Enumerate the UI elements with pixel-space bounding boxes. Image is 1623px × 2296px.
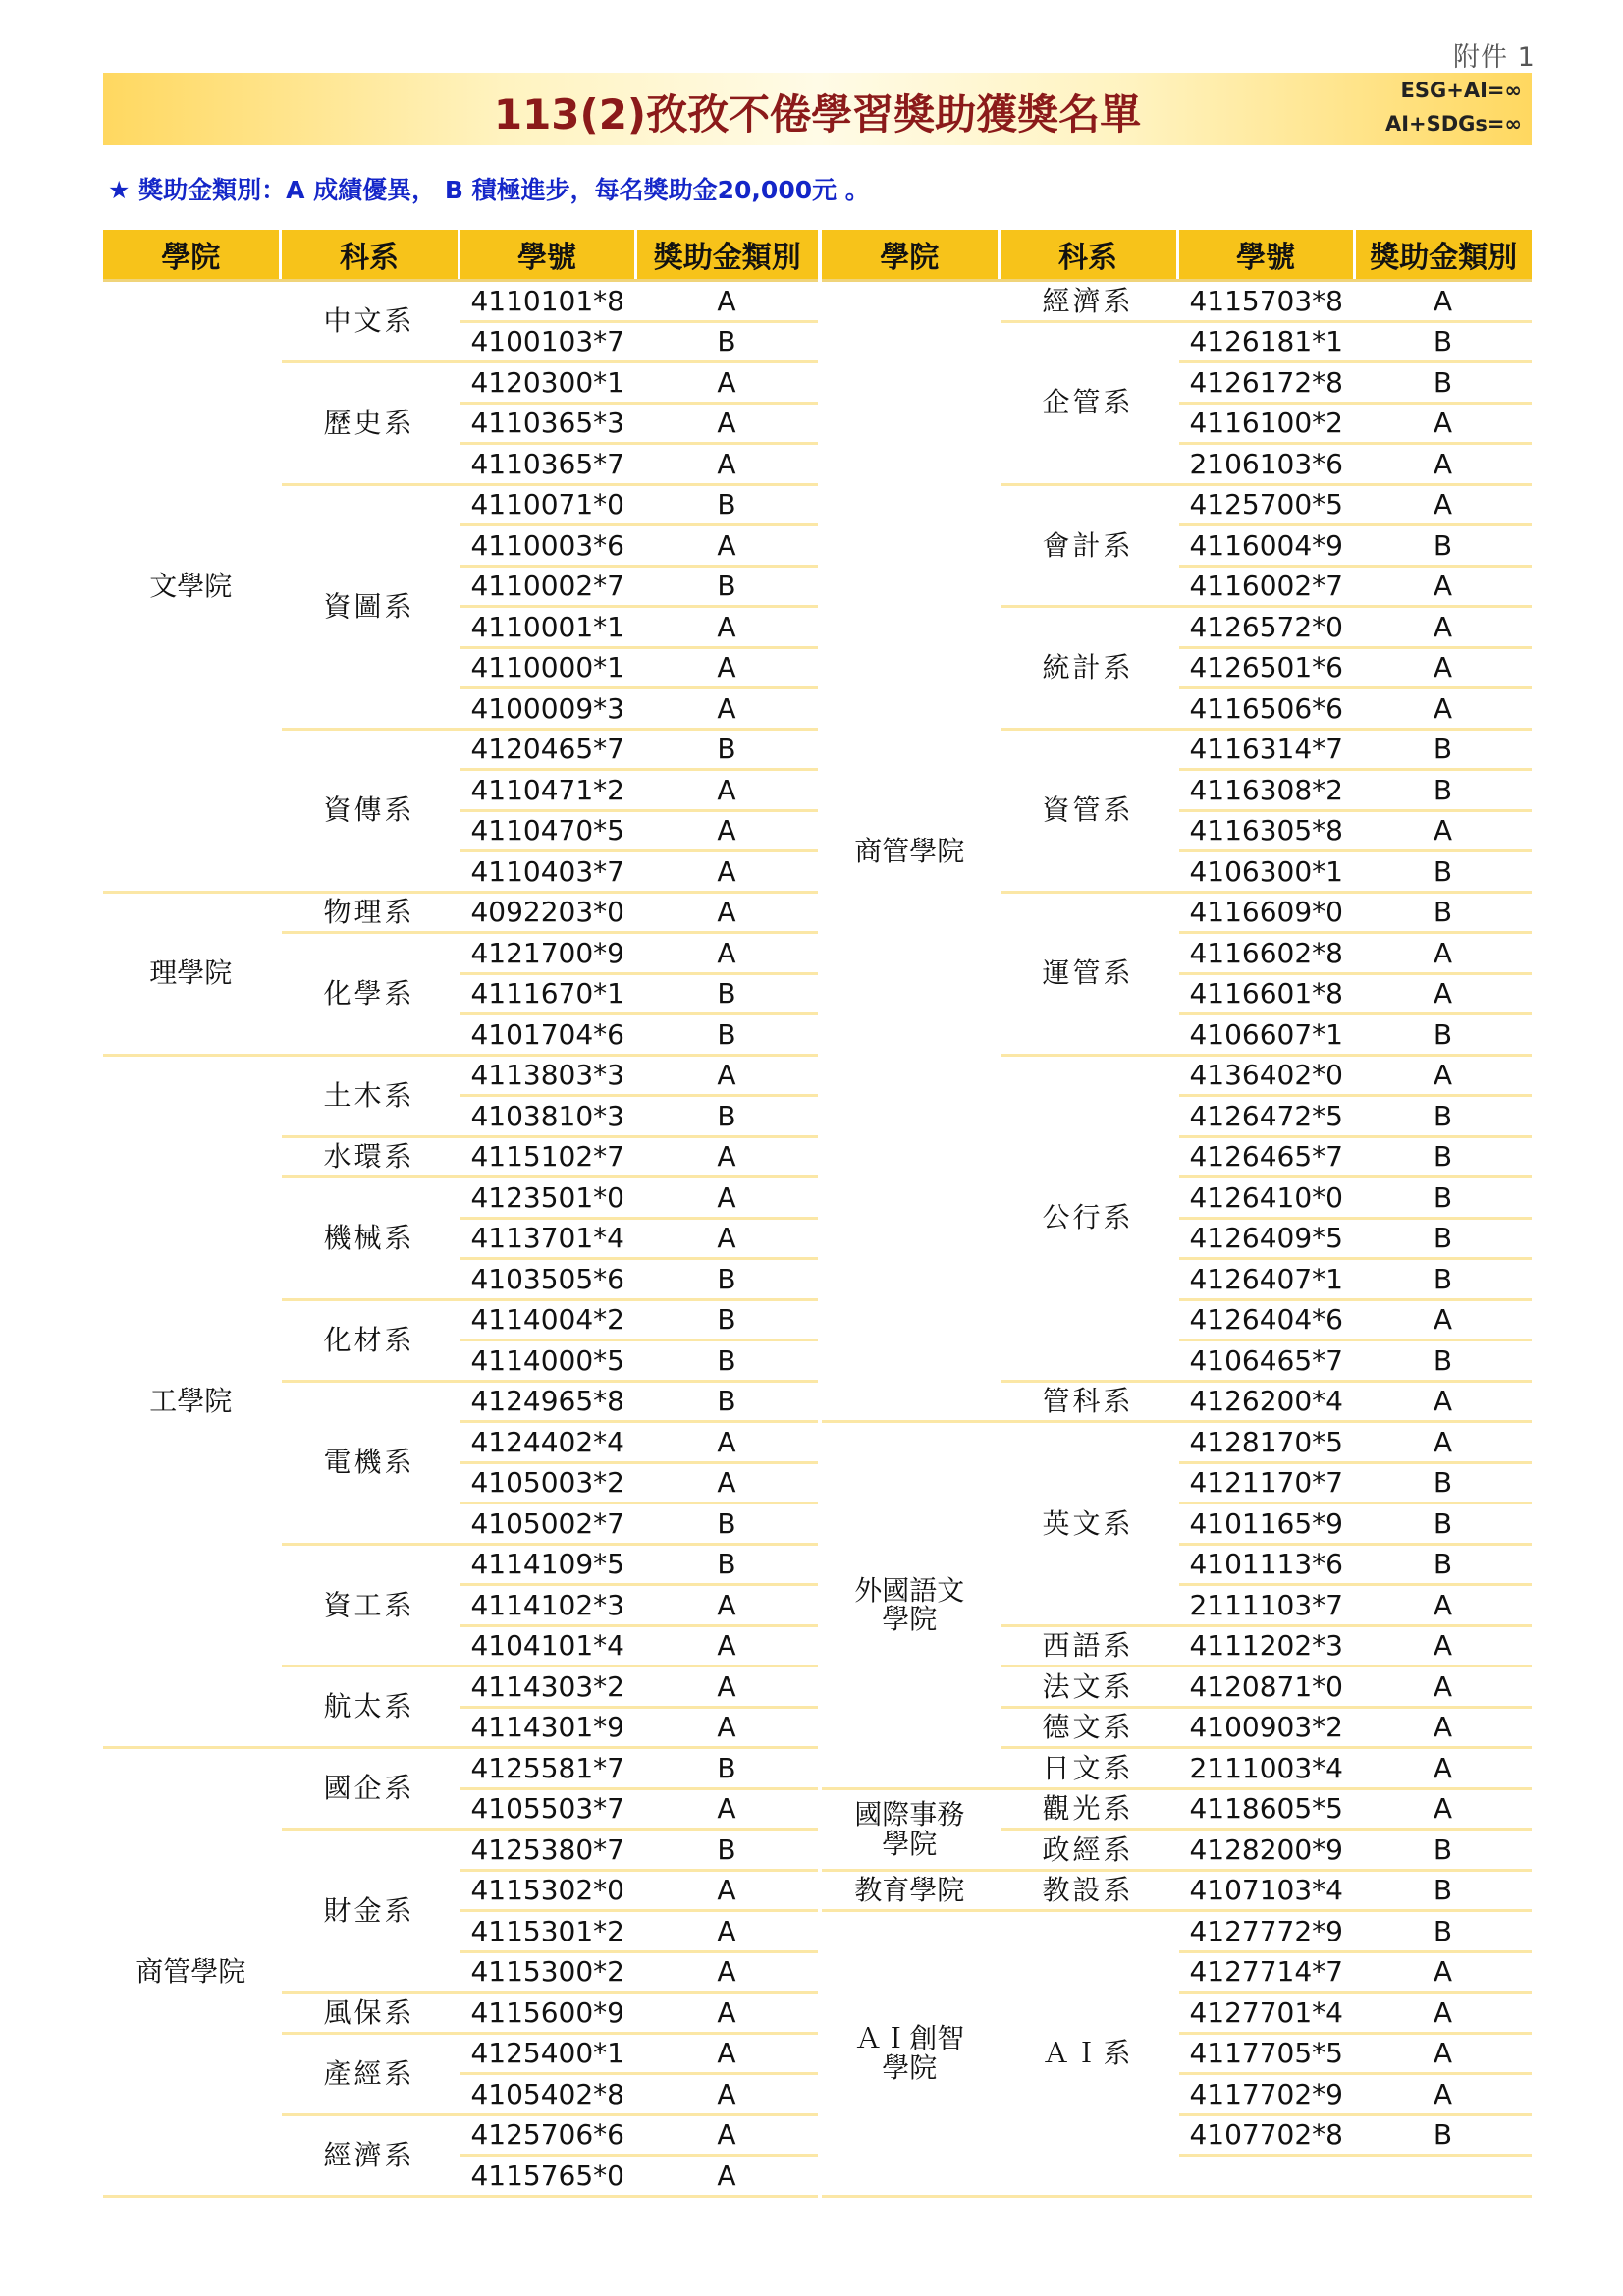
award-type-cell: A — [1354, 1707, 1532, 1748]
header-college: 學院 — [103, 230, 280, 281]
awards-table-left — [103, 230, 818, 2198]
award-type-cell: B — [1354, 770, 1532, 811]
student-id-cell: 4110101*8 — [459, 281, 635, 322]
award-type-cell: A — [1354, 1993, 1532, 2034]
department-cell: 機械系 — [280, 1177, 459, 1300]
student-id-cell: 4126404*6 — [1177, 1299, 1354, 1340]
student-id-cell: 4116002*7 — [1177, 566, 1354, 607]
award-type-cell: B — [635, 321, 818, 362]
award-type-cell: A — [635, 770, 818, 811]
award-type-cell: A — [1354, 1625, 1532, 1667]
student-id-cell: 4124965*8 — [459, 1381, 635, 1422]
award-type-cell: A — [635, 362, 818, 404]
student-id-cell: 4105002*7 — [459, 1503, 635, 1545]
department-cell: 公行系 — [999, 1055, 1177, 1381]
student-id-cell: 4106465*7 — [1177, 1340, 1354, 1382]
student-id-cell: 4111202*3 — [1177, 1625, 1354, 1667]
department-cell: 德文系 — [999, 1707, 1177, 1748]
student-id-cell: 4105503*7 — [459, 1788, 635, 1830]
table-row — [103, 892, 818, 933]
award-type-cell: A — [1354, 1381, 1532, 1422]
department-cell: 英文系 — [999, 1422, 1177, 1626]
award-type-cell: A — [635, 1788, 818, 1830]
student-id-cell: 4110365*3 — [459, 403, 635, 444]
student-id-cell: 4115600*9 — [459, 1993, 635, 2034]
award-type-cell: B — [1354, 1911, 1532, 1952]
header-department: 科系 — [280, 230, 459, 281]
award-type-cell: A — [635, 444, 818, 485]
student-id-cell: 4110471*2 — [459, 770, 635, 811]
student-id-cell: 4127772*9 — [1177, 1911, 1354, 1952]
student-id-cell: 4118605*5 — [1177, 1788, 1354, 1830]
student-id-cell: 4103810*3 — [459, 1096, 635, 1137]
award-type-cell: B — [635, 1544, 818, 1585]
student-id-cell: 4106607*1 — [1177, 1014, 1354, 1056]
student-id-cell: 4115703*8 — [1177, 281, 1354, 322]
award-type-cell: B — [1354, 362, 1532, 404]
department-cell: 管科系 — [999, 1381, 1177, 1422]
student-id-cell: 4116305*8 — [1177, 810, 1354, 851]
award-type-cell: A — [635, 403, 818, 444]
student-id-cell: 4116601*8 — [1177, 973, 1354, 1014]
student-id-cell: 4115300*2 — [459, 1951, 635, 1993]
table-row — [822, 1788, 1532, 1830]
student-id-cell: 4101113*6 — [1177, 1544, 1354, 1585]
student-id-cell: 4120871*0 — [1177, 1667, 1354, 1708]
college-cell: 理學院 — [103, 892, 280, 1055]
award-type-cell: A — [1354, 933, 1532, 974]
student-id-cell: 4113701*4 — [459, 1218, 635, 1259]
table-row — [822, 281, 1532, 322]
student-id-cell: 4116602*8 — [1177, 933, 1354, 974]
award-type-cell: B — [635, 1381, 818, 1422]
award-type-cell: A — [1354, 2074, 1532, 2115]
table-header-row — [822, 230, 1532, 281]
awards-table-right — [822, 230, 1532, 2198]
student-id-cell: 4116004*9 — [1177, 525, 1354, 567]
header-student-id: 學號 — [1177, 230, 1354, 281]
award-type-cell: A — [635, 2114, 818, 2156]
award-type-cell: A — [1354, 403, 1532, 444]
department-cell: 企管系 — [999, 321, 1177, 484]
student-id-cell: 4125581*7 — [459, 1748, 635, 1789]
department-cell: 經濟系 — [280, 2114, 459, 2196]
award-type-cell: B — [1354, 1259, 1532, 1300]
department-cell: 化材系 — [280, 1299, 459, 1381]
student-id-cell: 4117705*5 — [1177, 2033, 1354, 2074]
award-type-cell: A — [635, 525, 818, 567]
department-cell: 法文系 — [999, 1667, 1177, 1708]
award-type-cell: A — [635, 1585, 818, 1626]
student-id-cell: 4125380*7 — [459, 1830, 635, 1871]
award-type-cell: A — [635, 1951, 818, 1993]
award-type-cell: B — [635, 1748, 818, 1789]
student-id-cell: 2111003*4 — [1177, 1748, 1354, 1789]
header-department: 科系 — [999, 230, 1177, 281]
award-type-cell: A — [1354, 1585, 1532, 1626]
award-type-cell: A — [635, 1218, 818, 1259]
student-id-cell: 4100009*3 — [459, 688, 635, 730]
award-type-cell: A — [635, 1625, 818, 1667]
table-row — [103, 281, 818, 322]
awards-table-body — [103, 281, 818, 2197]
student-id-cell: 4124402*4 — [459, 1422, 635, 1463]
award-type-cell: B — [1354, 1830, 1532, 1871]
award-type-cell: A — [635, 2033, 818, 2074]
student-id-cell: 4120300*1 — [459, 362, 635, 404]
award-type-cell: A — [1354, 1748, 1532, 1789]
student-id-cell: 4125706*6 — [459, 2114, 635, 2156]
award-type-cell: A — [1354, 1299, 1532, 1340]
student-id-cell: 4126407*1 — [1177, 1259, 1354, 1300]
student-id-cell: 4110403*7 — [459, 851, 635, 893]
award-type-cell: A — [635, 1177, 818, 1219]
table-row — [103, 1748, 818, 1789]
award-type-cell: A — [635, 2156, 818, 2197]
student-id-cell: 4115302*0 — [459, 1870, 635, 1911]
department-cell: 資管系 — [999, 729, 1177, 892]
department-cell: ＡＩ系 — [999, 1911, 1177, 2197]
award-type-cell: A — [1354, 1667, 1532, 1708]
student-id-cell: 4116100*2 — [1177, 403, 1354, 444]
student-id-cell: 4121170*7 — [1177, 1462, 1354, 1503]
award-type-cell: A — [1354, 566, 1532, 607]
student-id-cell: 4126409*5 — [1177, 1218, 1354, 1259]
award-type-cell: A — [635, 281, 818, 322]
award-type-cell: A — [635, 1870, 818, 1911]
department-cell: 航太系 — [280, 1667, 459, 1748]
student-id-cell: 4101165*9 — [1177, 1503, 1354, 1545]
student-id-cell: 4100903*2 — [1177, 1707, 1354, 1748]
department-cell: 水環系 — [280, 1136, 459, 1177]
award-type-cell: B — [635, 1830, 818, 1871]
award-type-cell: A — [1354, 281, 1532, 322]
student-id-cell: 4114102*3 — [459, 1585, 635, 1626]
award-type-cell: A — [1354, 444, 1532, 485]
award-type-cell: B — [1354, 1503, 1532, 1545]
award-type-cell: A — [635, 1911, 818, 1952]
award-type-cell: A — [635, 688, 818, 730]
award-type-cell: A — [635, 1422, 818, 1463]
award-type-cell: A — [1354, 1951, 1532, 1993]
student-id-cell: 4128170*5 — [1177, 1422, 1354, 1463]
table-row — [822, 1911, 1532, 1952]
award-type-cell: B — [635, 1340, 818, 1382]
department-cell: 西語系 — [999, 1625, 1177, 1667]
student-id-cell: 4110470*5 — [459, 810, 635, 851]
award-type-cell: B — [1354, 525, 1532, 567]
award-type-cell — [1354, 2156, 1532, 2197]
student-id-cell: 4114109*5 — [459, 1544, 635, 1585]
student-id-cell: 4117702*9 — [1177, 2074, 1354, 2115]
award-type-cell: B — [635, 566, 818, 607]
award-type-cell: B — [1354, 851, 1532, 893]
college-cell: 商管學院 — [103, 1748, 280, 2197]
student-id-cell: 4110071*0 — [459, 484, 635, 525]
student-id-cell: 4125700*5 — [1177, 484, 1354, 525]
student-id-cell: 4107103*4 — [1177, 1870, 1354, 1911]
student-id-cell: 4114301*9 — [459, 1707, 635, 1748]
table-row — [822, 1870, 1532, 1911]
department-cell: 歷史系 — [280, 362, 459, 485]
student-id-cell: 4105402*8 — [459, 2074, 635, 2115]
department-cell: 國企系 — [280, 1748, 459, 1830]
department-cell: 政經系 — [999, 1830, 1177, 1871]
student-id-cell: 4127701*4 — [1177, 1993, 1354, 2034]
student-id-cell: 4126501*6 — [1177, 647, 1354, 688]
award-type-cell: B — [635, 1503, 818, 1545]
student-id-cell: 2111103*7 — [1177, 1585, 1354, 1626]
student-id-cell: 4114004*2 — [459, 1299, 635, 1340]
student-id-cell: 4100103*7 — [459, 321, 635, 362]
award-type-cell: B — [1354, 1136, 1532, 1177]
student-id-cell: 4126200*4 — [1177, 1381, 1354, 1422]
award-type-cell: B — [1354, 1340, 1532, 1382]
college-cell: 商管學院 — [822, 281, 999, 1422]
student-id-cell: 4116506*6 — [1177, 688, 1354, 730]
student-id-cell: 4120465*7 — [459, 729, 635, 770]
department-cell: 會計系 — [999, 484, 1177, 607]
student-id-cell: 4115301*2 — [459, 1911, 635, 1952]
table-header-row — [103, 230, 818, 281]
award-type-cell: A — [635, 1136, 818, 1177]
award-type-cell: B — [1354, 1096, 1532, 1137]
student-id-cell: 4107702*8 — [1177, 2114, 1354, 2156]
student-id-cell: 4105003*2 — [459, 1462, 635, 1503]
award-type-cell: A — [635, 851, 818, 893]
department-cell: 教設系 — [999, 1870, 1177, 1911]
award-type-cell: A — [1354, 1422, 1532, 1463]
student-id-cell: 4115765*0 — [459, 2156, 635, 2197]
student-id-cell: 4113803*3 — [459, 1055, 635, 1096]
college-cell: 國際事務 學院 — [822, 1788, 999, 1870]
student-id-cell: 4101704*6 — [459, 1014, 635, 1056]
department-cell: 統計系 — [999, 607, 1177, 730]
award-type-cell: B — [1354, 1544, 1532, 1585]
student-id-cell: 4125400*1 — [459, 2033, 635, 2074]
award-type-cell: A — [635, 1707, 818, 1748]
college-cell: ＡＩ創智 學院 — [822, 1911, 999, 2197]
award-type-cell: A — [1354, 810, 1532, 851]
award-type-cell: A — [635, 647, 818, 688]
award-type-cell: B — [1354, 2114, 1532, 2156]
award-type-cell: A — [635, 1055, 818, 1096]
student-id-cell: 4110000*1 — [459, 647, 635, 688]
college-cell: 外國語文 學院 — [822, 1422, 999, 1789]
award-type-cell: B — [635, 484, 818, 525]
student-id-cell: 4126472*5 — [1177, 1096, 1354, 1137]
sdgs-badge: AI+SDGs=∞ — [1384, 112, 1522, 136]
award-type-cell: A — [635, 810, 818, 851]
student-id-cell: 4103505*6 — [459, 1259, 635, 1300]
award-type-cell: B — [1354, 892, 1532, 933]
award-type-cell: A — [635, 892, 818, 933]
award-type-cell: B — [1354, 321, 1532, 362]
student-id-cell: 4111670*1 — [459, 973, 635, 1014]
department-cell: 資圖系 — [280, 484, 459, 729]
department-cell: 化學系 — [280, 933, 459, 1056]
student-id-cell: 4126181*1 — [1177, 321, 1354, 362]
award-type-cell: B — [1354, 1870, 1532, 1911]
student-id-cell: 4110365*7 — [459, 444, 635, 485]
award-type-cell: A — [635, 933, 818, 974]
college-cell: 工學院 — [103, 1055, 280, 1748]
awards-table-body — [822, 281, 1532, 2197]
student-id-cell: 4110002*7 — [459, 566, 635, 607]
award-type-cell: A — [635, 1462, 818, 1503]
student-id-cell: 4127714*7 — [1177, 1951, 1354, 1993]
award-type-cell: B — [1354, 1218, 1532, 1259]
student-id-cell: 4128200*9 — [1177, 1830, 1354, 1871]
student-id-cell: 4110001*1 — [459, 607, 635, 648]
award-type-cell: B — [635, 973, 818, 1014]
award-type-cell: B — [635, 1096, 818, 1137]
department-cell: 資傳系 — [280, 729, 459, 892]
header-award-type: 獎助金類別 — [635, 230, 818, 281]
student-id-cell: 4116314*7 — [1177, 729, 1354, 770]
award-type-cell: B — [635, 1014, 818, 1056]
header-award-type: 獎助金類別 — [1354, 230, 1532, 281]
table-row — [103, 1055, 818, 1096]
award-type-cell: B — [635, 1299, 818, 1340]
award-type-cell: A — [1354, 484, 1532, 525]
award-category-note: ★ 獎助金類別：A 成績優異， B 積極進步，每名獎助金20,000元 。 — [108, 176, 870, 204]
student-id-cell: 4126465*7 — [1177, 1136, 1354, 1177]
student-id-cell: 2106103*6 — [1177, 444, 1354, 485]
award-type-cell: B — [1354, 1014, 1532, 1056]
award-type-cell: A — [635, 607, 818, 648]
department-cell: 運管系 — [999, 892, 1177, 1055]
department-cell: 產經系 — [280, 2033, 459, 2114]
award-type-cell: A — [1354, 2033, 1532, 2074]
student-id-cell: 4114303*2 — [459, 1667, 635, 1708]
department-cell: 經濟系 — [999, 281, 1177, 322]
header-college: 學院 — [822, 230, 999, 281]
department-cell: 日文系 — [999, 1748, 1177, 1789]
award-type-cell: A — [635, 1993, 818, 2034]
department-cell: 資工系 — [280, 1544, 459, 1667]
student-id-cell: 4116308*2 — [1177, 770, 1354, 811]
award-type-cell: A — [635, 2074, 818, 2115]
page-title: 113(2)孜孜不倦學習獎助獲獎名單 — [493, 90, 1142, 138]
award-type-cell: A — [1354, 607, 1532, 648]
table-row — [822, 1422, 1532, 1463]
student-id-cell: 4104101*4 — [459, 1625, 635, 1667]
award-type-cell: A — [1354, 688, 1532, 730]
award-type-cell: B — [1354, 1177, 1532, 1219]
department-cell: 風保系 — [280, 1993, 459, 2034]
award-type-cell: A — [1354, 647, 1532, 688]
student-id-cell: 4126572*0 — [1177, 607, 1354, 648]
college-cell: 文學院 — [103, 281, 280, 893]
award-type-cell: A — [1354, 1055, 1532, 1096]
esg-badge: ESG+AI=∞ — [1400, 79, 1522, 102]
department-cell: 電機系 — [280, 1381, 459, 1544]
annex-label: 附件 1 — [1453, 42, 1536, 73]
college-cell: 教育學院 — [822, 1870, 999, 1911]
student-id-cell: 4126172*8 — [1177, 362, 1354, 404]
student-id-cell: 4115102*7 — [459, 1136, 635, 1177]
student-id-cell: 4123501*0 — [459, 1177, 635, 1219]
header-student-id: 學號 — [459, 230, 635, 281]
student-id-cell: 4121700*9 — [459, 933, 635, 974]
department-cell: 觀光系 — [999, 1788, 1177, 1830]
award-type-cell: B — [1354, 729, 1532, 770]
award-type-cell: A — [1354, 973, 1532, 1014]
student-id-cell: 4092203*0 — [459, 892, 635, 933]
student-id-cell: 4136402*0 — [1177, 1055, 1354, 1096]
student-id-cell: 4116609*0 — [1177, 892, 1354, 933]
department-cell: 物理系 — [280, 892, 459, 933]
student-id-cell — [1177, 2156, 1354, 2197]
award-type-cell: A — [1354, 1788, 1532, 1830]
award-type-cell: B — [635, 729, 818, 770]
award-type-cell: B — [635, 1259, 818, 1300]
title-banner — [103, 73, 1532, 145]
department-cell: 財金系 — [280, 1830, 459, 1993]
student-id-cell: 4106300*1 — [1177, 851, 1354, 893]
award-type-cell: B — [1354, 1462, 1532, 1503]
student-id-cell: 4126410*0 — [1177, 1177, 1354, 1219]
student-id-cell: 4110003*6 — [459, 525, 635, 567]
department-cell: 中文系 — [280, 281, 459, 362]
department-cell: 土木系 — [280, 1055, 459, 1136]
student-id-cell: 4114000*5 — [459, 1340, 635, 1382]
award-type-cell: A — [635, 1667, 818, 1708]
